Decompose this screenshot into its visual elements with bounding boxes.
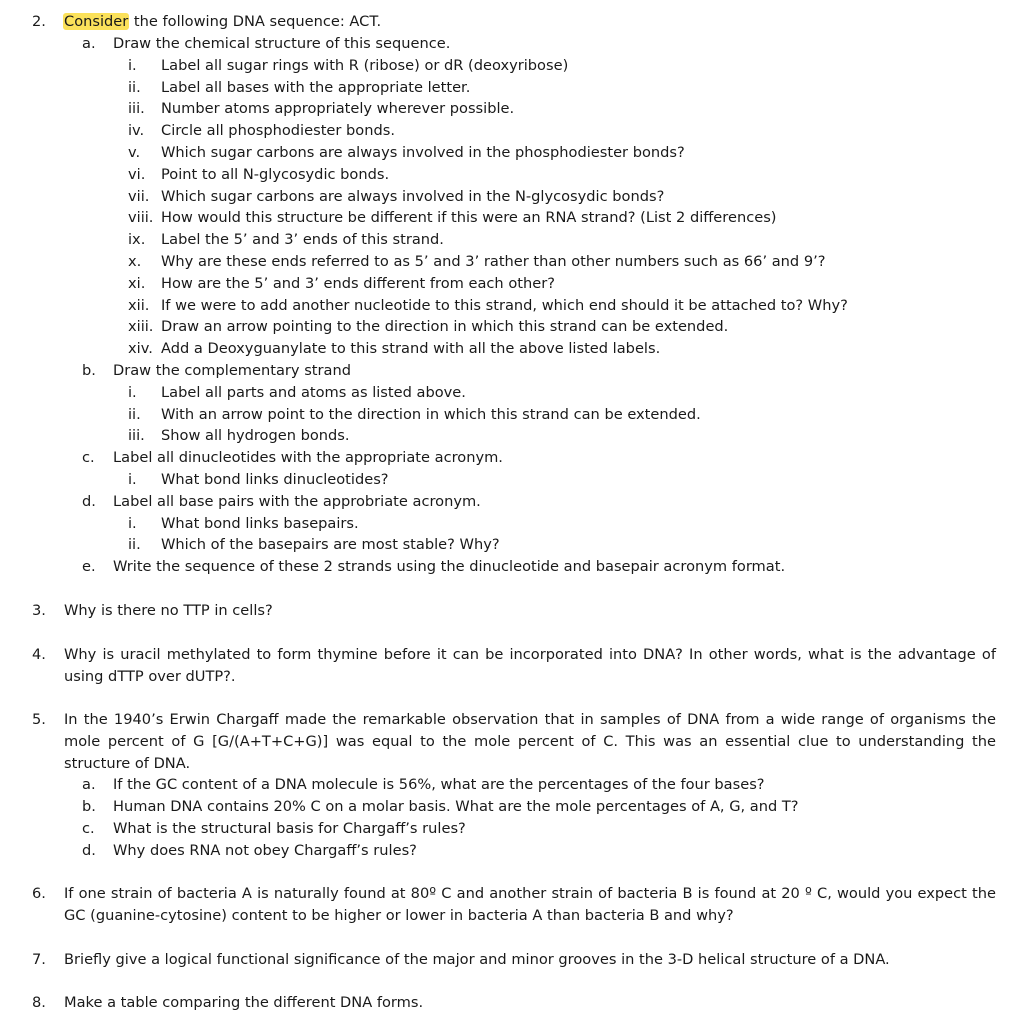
q8-number: 8. — [32, 994, 46, 1011]
q2a-item: Why are these ends referred to as 5’ and 3’ rather than other numbers such as 66’ and 9’? — [161, 253, 826, 270]
q5-item-label: b. — [82, 798, 96, 815]
q2a-item-num: vi. — [128, 166, 146, 183]
q2a-item-num: v. — [128, 144, 141, 161]
q5-item-label: c. — [82, 820, 95, 837]
q2d-label: d. — [82, 493, 96, 510]
q7-number: 7. — [32, 951, 46, 968]
q2a-item-num: vii. — [128, 188, 150, 205]
q2a-item: If we were to add another nucleotide to this strand, which end should it be attached to? Why? — [161, 297, 848, 314]
q2a-item: Which sugar carbons are always involved in the phosphodiester bonds? — [161, 144, 685, 161]
q2a-item: Add a Deoxyguanylate to this strand with all the above listed labels. — [161, 340, 661, 357]
q2c-label: c. — [82, 449, 95, 466]
q5-text: In the 1940’s Erwin Chargaff made the remarkable observation that in samples of DNA from a wide range of organisms the mole percent of G [G/(A+T+C+G)] was equal to the mole percent of C. This was an essential clue to understanding the structure of DNA. — [64, 711, 996, 772]
q2a-item-num: ix. — [128, 231, 146, 248]
q2a-item-num: x. — [128, 253, 142, 270]
q6-text: If one strain of bacteria A is naturally found at 80º C and another strain of bacteria B is found at 20 º C, would you expect the GC (guanine-cytosine) content to be higher or lower in bacteria A than bacteria B and why? — [64, 885, 996, 924]
q6-number: 6. — [32, 885, 46, 902]
q2c-item: What bond links dinucleotides? — [161, 471, 389, 488]
q2b-item: Show all hydrogen bonds. — [161, 427, 350, 444]
q5-item: What is the structural basis for Chargaff’s rules? — [113, 820, 466, 837]
q2a-label: a. — [82, 35, 96, 52]
q2e-label: e. — [82, 558, 96, 575]
q2e-text: Write the sequence of these 2 strands using the dinucleotide and basepair acronym format. — [113, 558, 786, 575]
q2a-item: Label all bases with the appropriate letter. — [161, 79, 471, 96]
q5-item: Why does RNA not obey Chargaff’s rules? — [113, 842, 417, 859]
q2b-item: With an arrow point to the direction in which this strand can be extended. — [161, 406, 701, 423]
q2a-item-num: iii. — [128, 100, 145, 117]
q2a-item: Which sugar carbons are always involved in the N-glycosydic bonds? — [161, 188, 665, 205]
q2b-item-num: ii. — [128, 406, 141, 423]
q2b-text: Draw the complementary strand — [113, 362, 351, 379]
q2d-item-num: i. — [128, 515, 137, 532]
q2d-item: Which of the basepairs are most stable? Why? — [161, 536, 500, 553]
q2c-text: Label all dinucleotides with the appropriate acronym. — [113, 449, 503, 466]
q2a-item: Circle all phosphodiester bonds. — [161, 122, 395, 139]
q2a-item-num: xii. — [128, 297, 150, 314]
q2a-item: How are the 5’ and 3’ ends different from each other? — [161, 275, 555, 292]
q2a-item-num: xiv. — [128, 340, 153, 357]
q2b-label: b. — [82, 362, 96, 379]
q4-number: 4. — [32, 646, 46, 663]
q2-stem-text: the following DNA sequence: ACT. — [133, 13, 382, 30]
q5-item: If the GC content of a DNA molecule is 56%, what are the percentages of the four bases? — [113, 776, 765, 793]
q5-item-label: d. — [82, 842, 96, 859]
q2b-item-num: i. — [128, 384, 137, 401]
q2a-item-num: i. — [128, 57, 137, 74]
q2a-item: How would this structure be different if this were an RNA strand? (List 2 differences) — [161, 209, 777, 226]
q2a-item: Label all sugar rings with R (ribose) or dR (deoxyribose) — [161, 57, 569, 74]
q2-number: 2. — [32, 13, 46, 30]
q2b-item: Label all parts and atoms as listed above. — [161, 384, 466, 401]
q2a-item-num: ii. — [128, 79, 141, 96]
highlighted-word: Consider — [64, 13, 129, 30]
q2c-item-num: i. — [128, 471, 137, 488]
q8-text: Make a table comparing the different DNA forms. — [64, 994, 424, 1011]
q2a-item: Number atoms appropriately wherever possible. — [161, 100, 515, 117]
q2a-item: Draw an arrow pointing to the direction in which this strand can be extended. — [161, 318, 729, 335]
q2a-item-num: viii. — [128, 209, 154, 226]
q2a-item: Label the 5’ and 3’ ends of this strand. — [161, 231, 444, 248]
q2-stem — [64, 12, 381, 32]
q3-text: Why is there no TTP in cells? — [64, 602, 273, 619]
q2a-item-num: xiii. — [128, 318, 154, 335]
q3-number: 3. — [32, 602, 46, 619]
q2a-item-num: xi. — [128, 275, 146, 292]
q5-item: Human DNA contains 20% C on a molar basis. What are the mole percentages of A, G, and T? — [113, 798, 799, 815]
q2a-item: Point to all N-glycosydic bonds. — [161, 166, 390, 183]
q4-text: Why is uracil methylated to form thymine before it can be incorporated into DNA? In other words, what is the advantage of using dTTP over dUTP?. — [64, 646, 996, 685]
q5-item-label: a. — [82, 776, 96, 793]
q5-number: 5. — [32, 711, 46, 728]
q7-text: Briefly give a logical functional significance of the major and minor grooves in the 3-D helical structure of a DNA. — [64, 951, 890, 968]
q2d-item: What bond links basepairs. — [161, 515, 359, 532]
q2b-item-num: iii. — [128, 427, 145, 444]
q2d-item-num: ii. — [128, 536, 141, 553]
q2a-text: Draw the chemical structure of this sequence. — [113, 35, 451, 52]
q2a-item-num: iv. — [128, 122, 145, 139]
q2d-text: Label all base pairs with the approbriate acronym. — [113, 493, 481, 510]
